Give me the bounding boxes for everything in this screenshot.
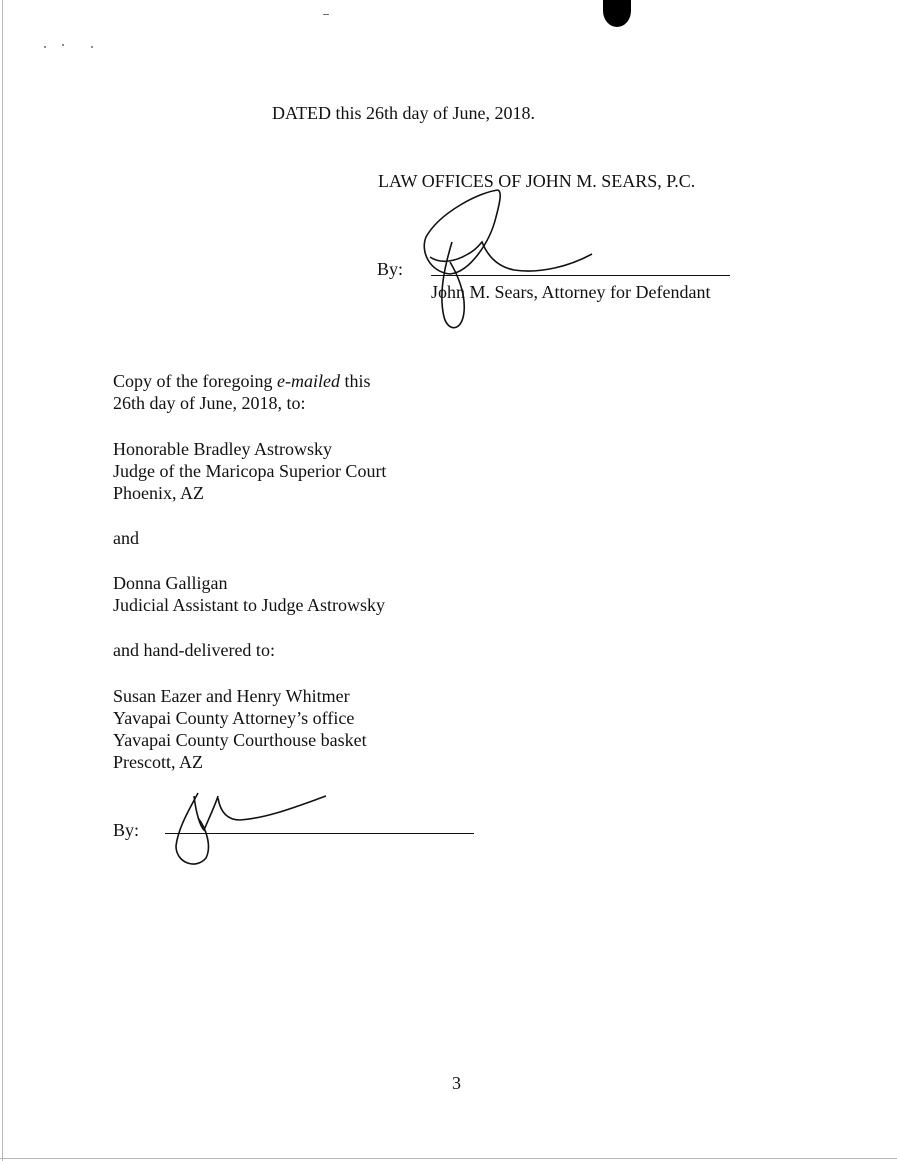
dated-line: DATED this 26th day of June, 2018. (272, 103, 535, 123)
recipient3-line: Yavapai County Attorney’s office (113, 708, 355, 728)
recipient1-line: Judge of the Maricopa Superior Court (113, 461, 387, 481)
hand-delivered-line: and hand-delivered to: (113, 640, 275, 660)
scan-speck (91, 46, 93, 48)
recipient3-line: Susan Eazer and Henry Whitmer (113, 686, 350, 706)
by-label: By: (377, 259, 404, 279)
recipient2-line: Donna Galligan (113, 573, 228, 593)
scan-speck (44, 46, 46, 48)
recipient3-line: Prescott, AZ (113, 752, 203, 772)
connector-and: and (113, 528, 139, 548)
recipient2-line: Judicial Assistant to Judge Astrowsky (113, 595, 386, 615)
scan-speck (62, 44, 64, 46)
scan-speck (323, 14, 329, 15)
service-intro-line2: 26th day of June, 2018, to: (113, 393, 306, 413)
service-intro-line1: Copy of the foregoing e-mailed this (113, 371, 371, 391)
signer-caption: John M. Sears, Attorney for Defendant (431, 282, 711, 302)
recipient1-line: Honorable Bradley Astrowsky (113, 439, 332, 459)
scan-left-edge (2, 0, 3, 1161)
recipient3-line: Yavapai County Courthouse basket (113, 730, 367, 750)
attorney-signature (410, 182, 610, 337)
scan-bottom-edge (0, 1158, 897, 1159)
firm-name: LAW OFFICES OF JOHN M. SEARS, P.C. (378, 171, 696, 191)
service-signature (168, 788, 338, 873)
service-by-label: By: (113, 820, 140, 840)
punch-hole (603, 0, 631, 27)
recipient1-line: Phoenix, AZ (113, 483, 205, 503)
page-number: 3 (452, 1073, 461, 1093)
